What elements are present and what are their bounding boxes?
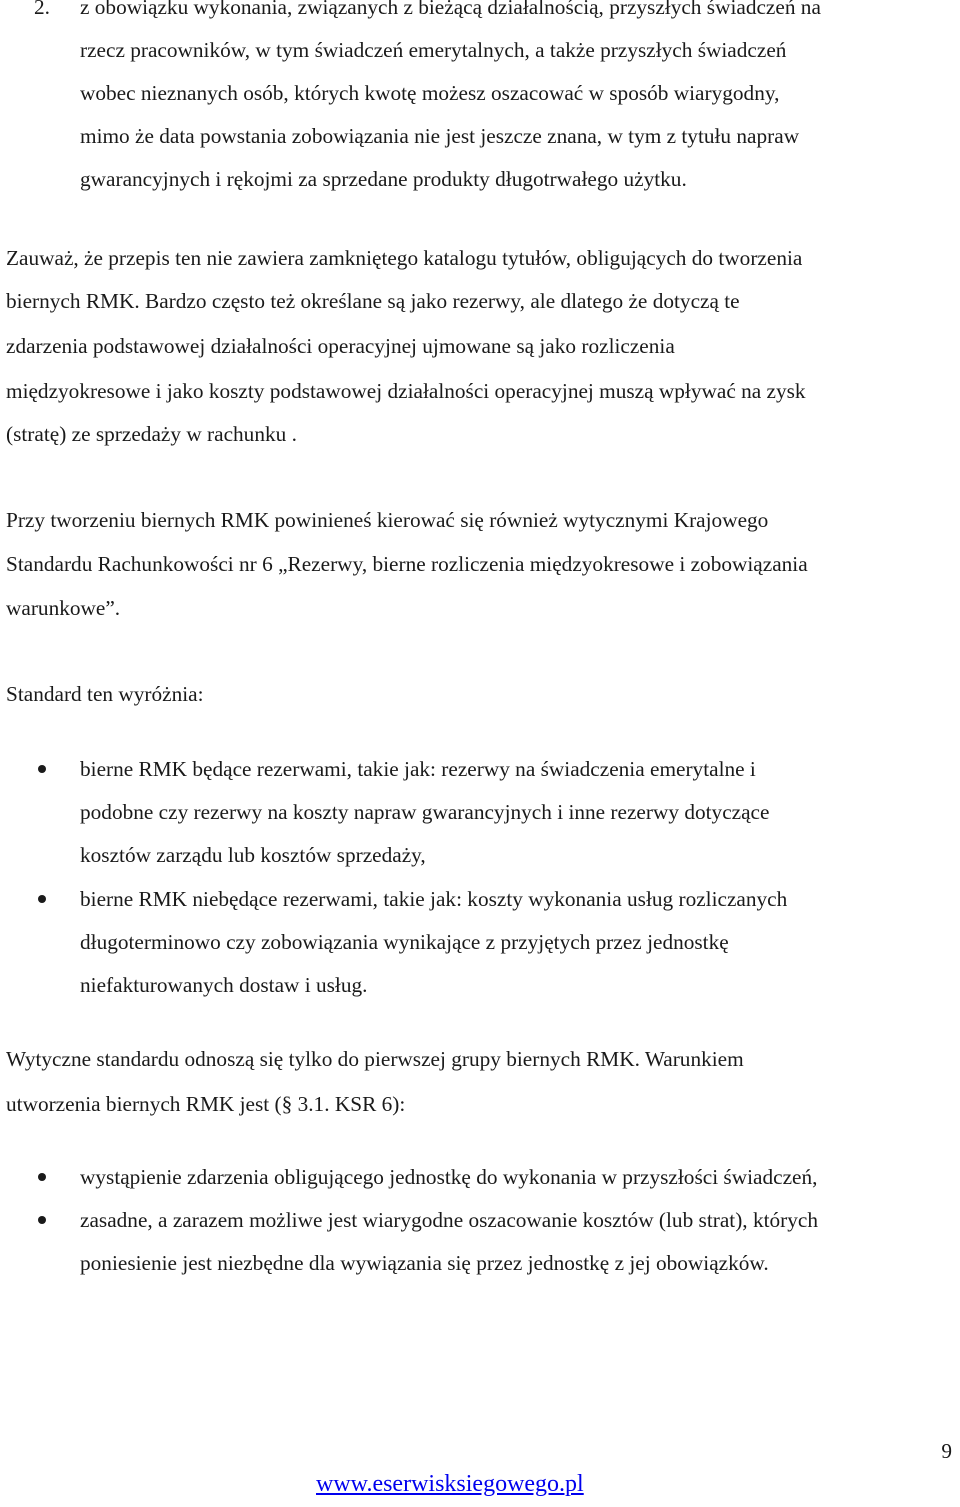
bullet-icon <box>38 765 46 773</box>
bullet-icon <box>38 895 46 903</box>
text-line: podobne czy rezerwy na koszty napraw gwarancyjnych i inne rezerwy dotyczące <box>80 800 770 824</box>
text-line: utworzenia biernych RMK jest (§ 3.1. KSR 6): <box>6 1092 406 1116</box>
text-line: bierne RMK niebędące rezerwami, takie jak: koszty wykonania usług rozliczanych <box>80 887 788 911</box>
text-line: Przy tworzeniu biernych RMK powinieneś kierować się również wytycznymi Krajowego <box>6 508 769 532</box>
text-line: poniesienie jest niezbędne dla wywiązania się przez jednostkę z jej obowiązków. <box>80 1251 769 1275</box>
text-line: zasadne, a zarazem możliwe jest wiarygodne oszacowanie kosztów (lub strat), których <box>80 1208 818 1232</box>
text-line: rzecz pracowników, w tym świadczeń emerytalnych, a także przyszłych świadczeń <box>80 38 787 62</box>
text-line: (stratę) ze sprzedaży w rachunku . <box>6 422 297 446</box>
text-line: Zauważ, że przepis ten nie zawiera zamkniętego katalogu tytułów, obligujących do tworzenia <box>6 246 803 270</box>
text-line: z obowiązku wykonania, związanych z bieżącą działalnością, przyszłych świadczeń na <box>80 0 821 19</box>
bullet-icon <box>38 1173 46 1181</box>
text-line: zdarzenia podstawowej działalności operacyjnej ujmowane są jako rozliczenia <box>6 334 675 358</box>
text-line: gwarancyjnych i rękojmi za sprzedane produkty długotrwałego użytku. <box>80 167 687 191</box>
text-line: międzyokresowe i jako koszty podstawowej działalności operacyjnej muszą wpływać na zysk <box>6 379 806 403</box>
list-number: 2. <box>34 0 50 19</box>
text-line: Standardu Rachunkowości nr 6 „Rezerwy, bierne rozliczenia międzyokresowe i zobowiązania <box>6 552 808 576</box>
text-line: wystąpienie zdarzenia obligującego jednostkę do wykonania w przyszłości świadczeń, <box>80 1165 818 1189</box>
text-line: wobec nieznanych osób, których kwotę możesz oszacować w sposób wiarygodny, <box>80 81 780 105</box>
text-line: bierne RMK będące rezerwami, takie jak: rezerwy na świadczenia emerytalne i <box>80 757 756 781</box>
page-number: 9 <box>941 1439 952 1463</box>
footer-website-link[interactable]: www.eserwisksiegowego.pl <box>316 1471 584 1497</box>
paragraph-standard-intro: Standard ten wyróżnia: <box>6 682 204 706</box>
text-line: kosztów zarządu lub kosztów sprzedaży, <box>80 843 426 867</box>
text-line: mimo że data powstania zobowiązania nie jest jeszcze znana, w tym z tytułu napraw <box>80 124 800 148</box>
text-line: biernych RMK. Bardzo często też określane są jako rezerwy, ale dlatego że dotyczą te <box>6 289 740 313</box>
text-line: długoterminowo czy zobowiązania wynikające z przyjętych przez jednostkę <box>80 930 729 954</box>
text-line: Wytyczne standardu odnoszą się tylko do pierwszej grupy biernych RMK. Warunkiem <box>6 1047 744 1071</box>
text-line: niefakturowanych dostaw i usług. <box>80 973 368 997</box>
text-line: warunkowe”. <box>6 596 121 620</box>
bullet-icon <box>38 1216 46 1224</box>
